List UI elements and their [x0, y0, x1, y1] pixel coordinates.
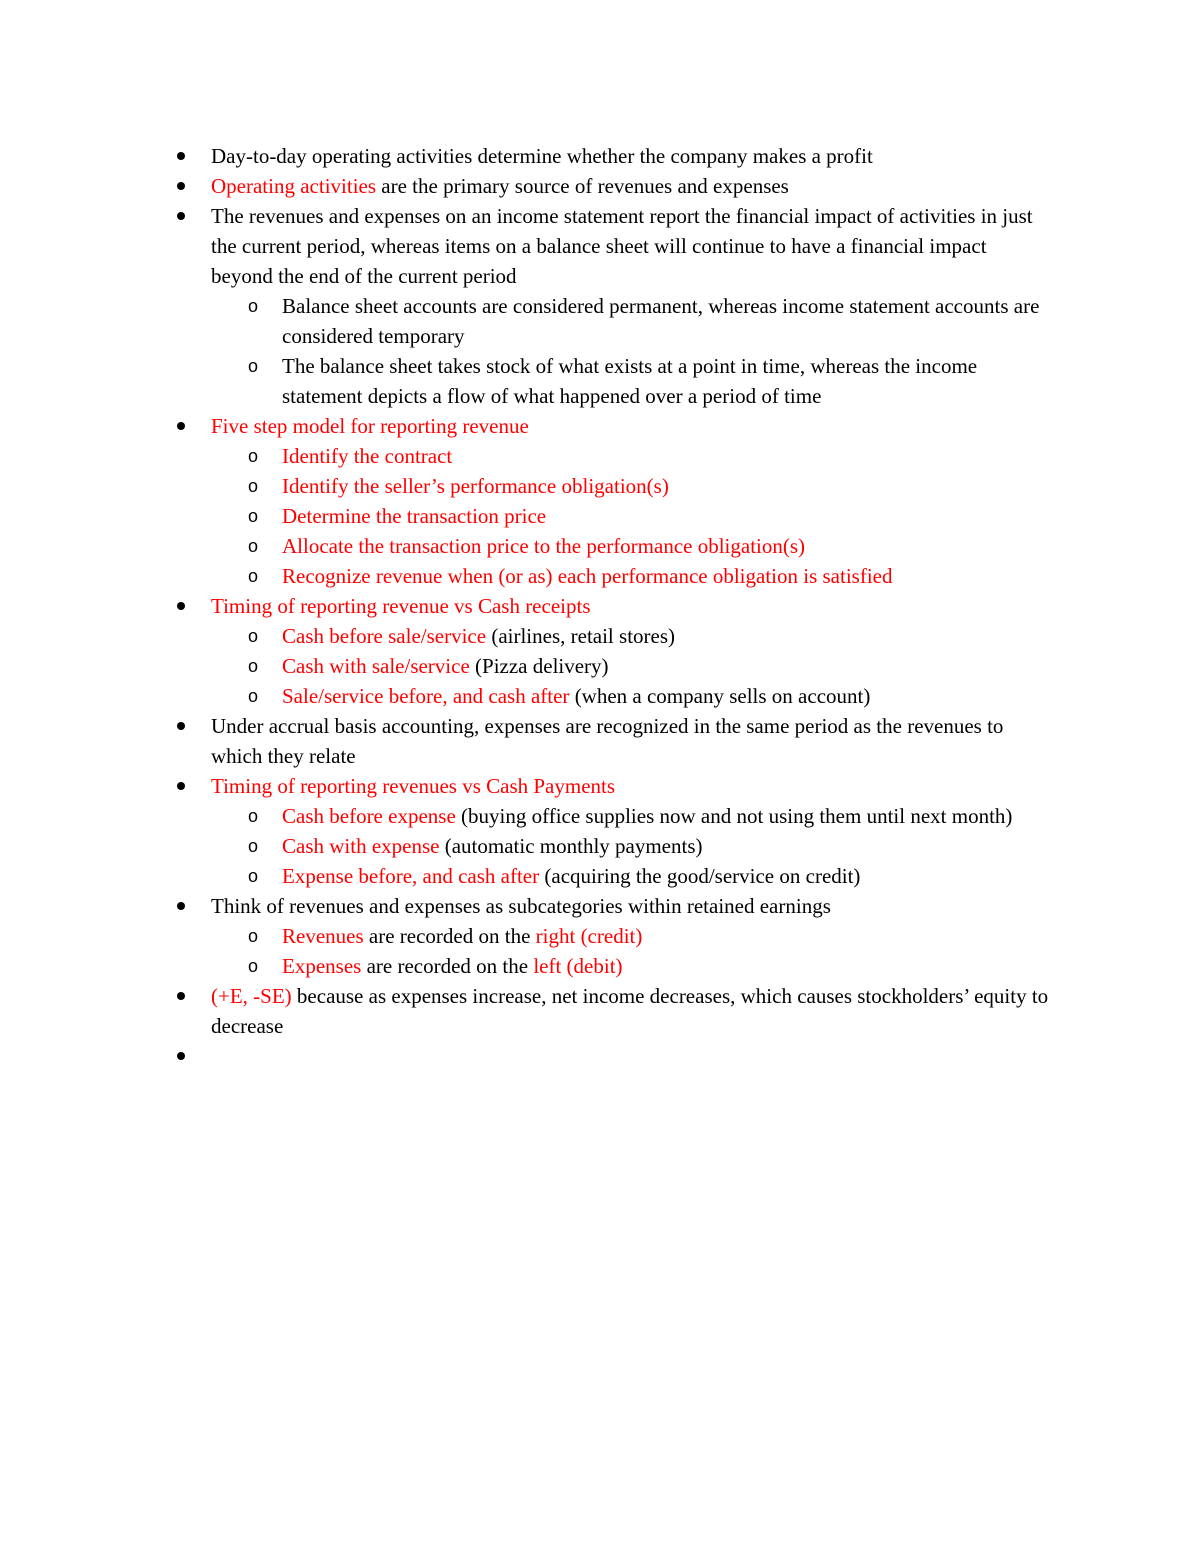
sub-bullet-text: (airlines, retail stores): [486, 624, 676, 648]
sub-bullet-text: (acquiring the good/service on credit): [539, 864, 861, 888]
bullet-text: are the primary source of revenues and expenses: [376, 174, 789, 198]
bullet-item: [211, 1041, 1051, 1071]
sub-bullet-text: (automatic monthly payments): [439, 834, 703, 858]
highlighted-text: Cash before expense: [282, 804, 456, 828]
sub-bullet-text: (buying office supplies now and not using them until next month): [455, 804, 1013, 828]
bullet-text: The revenues and expenses on an income statement report the financial impact of activities in just the current period, whereas items on a balance sheet will continue to have a financial impact beyond the end of the current period: [211, 204, 1033, 288]
highlighted-text: Timing of reporting revenue vs Cash receipts: [211, 594, 591, 618]
sub-bullet-list: [282, 621, 1051, 711]
bullet-list: [211, 141, 1051, 1071]
bullet-item: [211, 771, 1051, 891]
sub-bullet-text: (Pizza delivery): [469, 654, 609, 678]
sub-bullet-list: [282, 801, 1051, 891]
sub-bullet-item: [282, 501, 1051, 531]
bullet-text: because as expenses increase, net income decreases, which causes stockholders’ equity to decrease: [211, 984, 1049, 1038]
sub-bullet-text: Balance sheet accounts are considered permanent, whereas income statement accounts are considered temporary: [282, 294, 1040, 348]
highlighted-text: Identify the contract: [282, 444, 453, 468]
sub-bullet-item: [282, 531, 1051, 561]
highlighted-text: Five step model for reporting revenue: [211, 414, 529, 438]
sub-bullet-item: [282, 801, 1051, 831]
highlighted-text: Sale/service before, and cash after: [282, 684, 570, 708]
bullet-item: [211, 591, 1051, 711]
highlighted-text: Cash with expense: [282, 834, 440, 858]
highlighted-text: Cash with sale/service: [282, 654, 470, 678]
sub-bullet-item: [282, 291, 1051, 351]
sub-bullet-text: The balance sheet takes stock of what exists at a point in time, whereas the income statement depicts a flow of what happened over a period of time: [282, 354, 978, 408]
highlighted-text: Cash before sale/service: [282, 624, 487, 648]
sub-bullet-list: [282, 441, 1051, 591]
highlighted-text: Determine the transaction price: [282, 504, 547, 528]
sub-bullet-item: [282, 861, 1051, 891]
highlighted-text: Recognize revenue when (or as) each performance obligation is satisfied: [282, 564, 893, 588]
highlighted-text: Identify the seller’s performance obligation(s): [282, 474, 669, 498]
highlighted-text: Allocate the transaction price to the performance obligation(s): [282, 534, 806, 558]
sub-bullet-item: [282, 951, 1051, 981]
highlighted-text: Timing of reporting revenues vs Cash Payments: [211, 774, 616, 798]
highlighted-text: right (credit): [535, 924, 643, 948]
bullet-item: [211, 171, 1051, 201]
bullet-item: [211, 411, 1051, 591]
bullet-text: Think of revenues and expenses as subcategories within retained earnings: [211, 894, 831, 918]
bullet-item: [211, 141, 1051, 171]
sub-bullet-item: [282, 621, 1051, 651]
sub-bullet-item: [282, 831, 1051, 861]
sub-bullet-item: [282, 651, 1051, 681]
sub-bullet-item: [282, 561, 1051, 591]
sub-bullet-list: [282, 291, 1051, 411]
sub-bullet-list: [282, 921, 1051, 981]
highlighted-text: Revenues: [282, 924, 364, 948]
sub-bullet-text: (when a company sells on account): [569, 684, 871, 708]
sub-bullet-item: [282, 471, 1051, 501]
highlighted-text: Expenses: [282, 954, 362, 978]
sub-bullet-item: [282, 351, 1051, 411]
sub-bullet-item: [282, 441, 1051, 471]
highlighted-text: (+E, -SE): [211, 984, 292, 1008]
bullet-item: [211, 891, 1051, 981]
bullet-item: [211, 201, 1051, 411]
sub-bullet-text: are recorded on the: [361, 954, 534, 978]
highlighted-text: left (debit): [533, 954, 623, 978]
notes-body: [211, 141, 1051, 1071]
highlighted-text: Operating activities: [211, 174, 377, 198]
bullet-item: [211, 981, 1051, 1041]
sub-bullet-item: [282, 681, 1051, 711]
bullet-text: Under accrual basis accounting, expenses are recognized in the same period as the revenues to which they relate: [211, 714, 1004, 768]
bullet-text: Day-to-day operating activities determine whether the company makes a profit: [211, 144, 873, 168]
sub-bullet-item: [282, 921, 1051, 951]
bullet-item: [211, 711, 1051, 771]
highlighted-text: Expense before, and cash after: [282, 864, 540, 888]
sub-bullet-text: are recorded on the: [363, 924, 536, 948]
